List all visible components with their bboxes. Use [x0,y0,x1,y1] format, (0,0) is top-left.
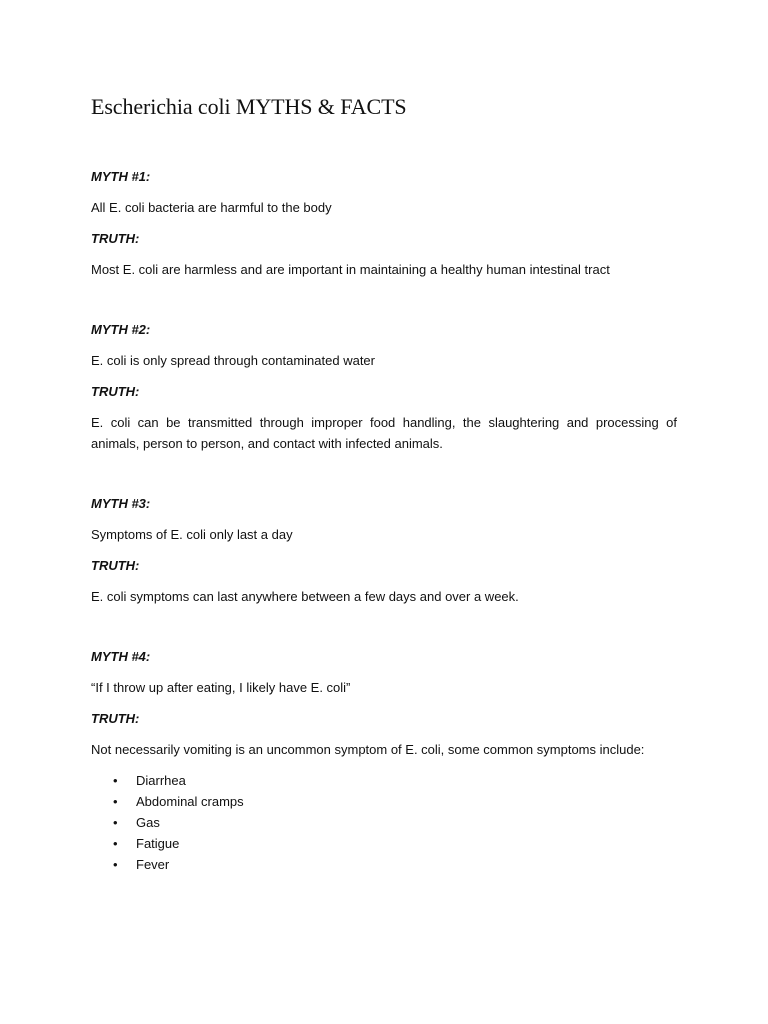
symptom-list [91,770,677,875]
myth-label: MYTH #1: [91,169,151,184]
myth-section-3 [91,493,677,607]
list-item-text: Gas [136,815,160,830]
list-item-text: Diarrhea [136,773,186,788]
list-item-text: Fever [136,857,170,872]
list-item [113,812,677,833]
truth-text: E. coli symptoms can last anywhere between a few days and over a week. [91,589,519,604]
myth-text: “If I throw up after eating, I likely have E. coli” [91,680,351,695]
truth-label: TRUTH: [91,558,140,573]
truth-text: Not necessarily vomiting is an uncommon symptom of E. coli, some common symptoms include: [91,742,645,757]
truth-label: TRUTH: [91,231,140,246]
document-title: Escherichia coli MYTHS & FACTS [91,94,407,119]
myth-text: E. coli is only spread through contaminated water [91,353,375,368]
list-item [113,770,677,791]
myth-section-2 [91,319,677,454]
list-item [113,833,677,854]
bullet-icon: • [113,857,118,872]
truth-label: TRUTH: [91,384,140,399]
myth-text: Symptoms of E. coli only last a day [91,527,293,542]
myth-section-1 [91,166,677,280]
list-item [113,854,677,875]
truth-label: TRUTH: [91,711,140,726]
truth-text: E. coli can be transmitted through improper food handling, the slaughtering and processing of animals, person to person, and contact with infected animals. [91,415,677,451]
bullet-icon: • [113,836,118,851]
bullet-icon: • [113,794,118,809]
myth-label: MYTH #2: [91,322,151,337]
bullet-icon: • [113,773,118,788]
list-item [113,791,677,812]
bullet-icon: • [113,815,118,830]
myth-text: All E. coli bacteria are harmful to the body [91,200,332,215]
list-item-text: Fatigue [136,836,180,851]
list-item-text: Abdominal cramps [136,794,244,809]
myth-label: MYTH #4: [91,649,151,664]
truth-text: Most E. coli are harmless and are important in maintaining a healthy human intestinal tract [91,262,610,277]
myth-section-4 [91,646,677,875]
myth-label: MYTH #3: [91,496,151,511]
